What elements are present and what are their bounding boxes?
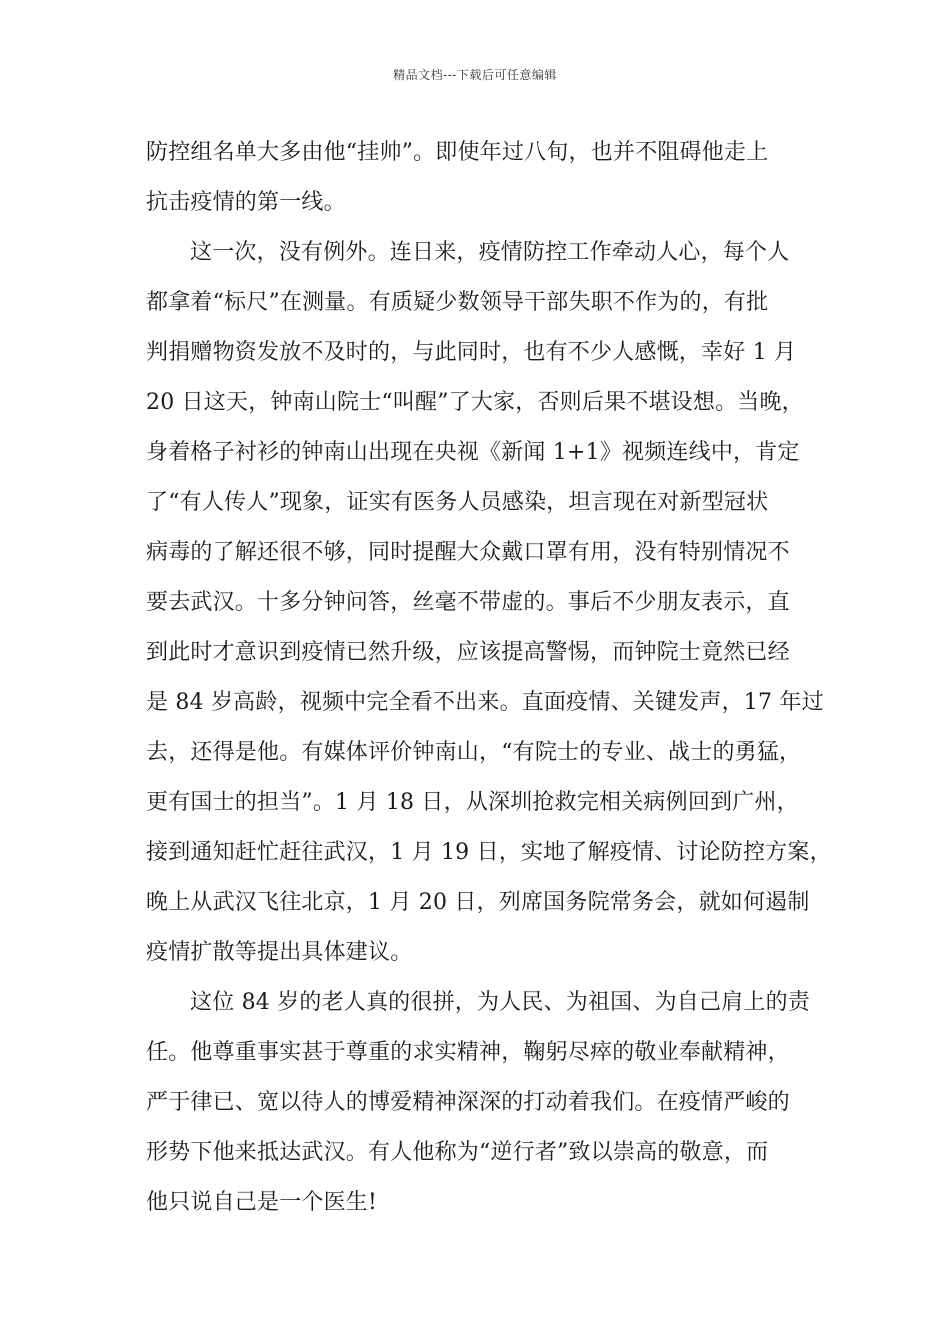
text-line: 了“有人传人”现象，证实有医务人员感染，坦言现在对新型冠状 — [146, 490, 769, 515]
paragraph — [146, 228, 832, 978]
text-line: 接到通知赶忙赶往武汉，1 月 19 日，实地了解疫情、讨论防控方案， — [146, 840, 832, 865]
text-line: 去，还得是他。有媒体评价钟南山，“有院士的专业、战士的勇猛， — [146, 740, 802, 765]
paragraph — [146, 978, 810, 1228]
text-line: 形势下他来抵达武汉。有人他称为“逆行者”致以崇高的敬意，而 — [146, 1140, 769, 1165]
page-header: 精品文档---下载后可任意编辑 — [393, 68, 557, 82]
text-line: 到此时才意识到疫情已然升级，应该提高警惕，而钟院士竟然已经 — [146, 640, 790, 665]
paragraph — [146, 128, 806, 228]
text-line: 都拿着“标尺”在测量。有质疑少数领导干部失职不作为的，有批 — [146, 290, 769, 315]
text-line: 晚上从武汉飞往北京，1 月 20 日，列席国务院常务会，就如何遏制 — [146, 890, 810, 915]
text-line: 要去武汉。十多分钟问答，丝毫不带虚的。事后不少朋友表示，直 — [146, 590, 790, 615]
text-line: 这一次，没有例外。连日来，疫情防控工作牵动人心，每个人 — [190, 240, 790, 265]
text-line: 病毒的了解还很不够，同时提醒大众戴口罩有用，没有特别情况不 — [146, 540, 790, 565]
text-line: 他只说自己是一个医生! — [146, 1190, 378, 1215]
text-line: 更有国士的担当”。1 月 18 日，从深圳抢救完相关病例回到广州， — [146, 790, 799, 815]
text-line: 是 84 岁高龄，视频中完全看不出来。直面疫情、关键发声，17 年过 — [146, 690, 824, 715]
text-line: 抗击疫情的第一线。 — [146, 190, 346, 215]
text-line: 20 日这天，钟南山院士“叫醒”了大家，否则后果不堪设想。当晚， — [146, 390, 804, 415]
text-line: 这位 84 岁的老人真的很拼，为人民、为祖国、为自己肩上的责 — [190, 990, 810, 1015]
text-line: 严于律已、宽以待人的博爱精神深深的打动着我们。在疫情严峻的 — [146, 1090, 790, 1115]
text-line: 任。他尊重事实甚于尊重的求实精神，鞠躬尽瘁的敬业奉献精神， — [146, 1040, 790, 1065]
text-line: 疫情扩散等提出具体建议。 — [146, 940, 413, 965]
text-line: 判捐赠物资发放不及时的，与此同时，也有不少人感慨，幸好 1 月 — [146, 340, 797, 365]
text-line: 防控组名单大多由他“挂帅”。即使年过八旬，也并不阻碍他走上 — [146, 140, 769, 165]
text-line: 身着格子衬衫的钟南山出现在央视《新闻 1+1》视频连线中，肯定 — [146, 440, 800, 465]
document-body — [146, 128, 832, 1228]
